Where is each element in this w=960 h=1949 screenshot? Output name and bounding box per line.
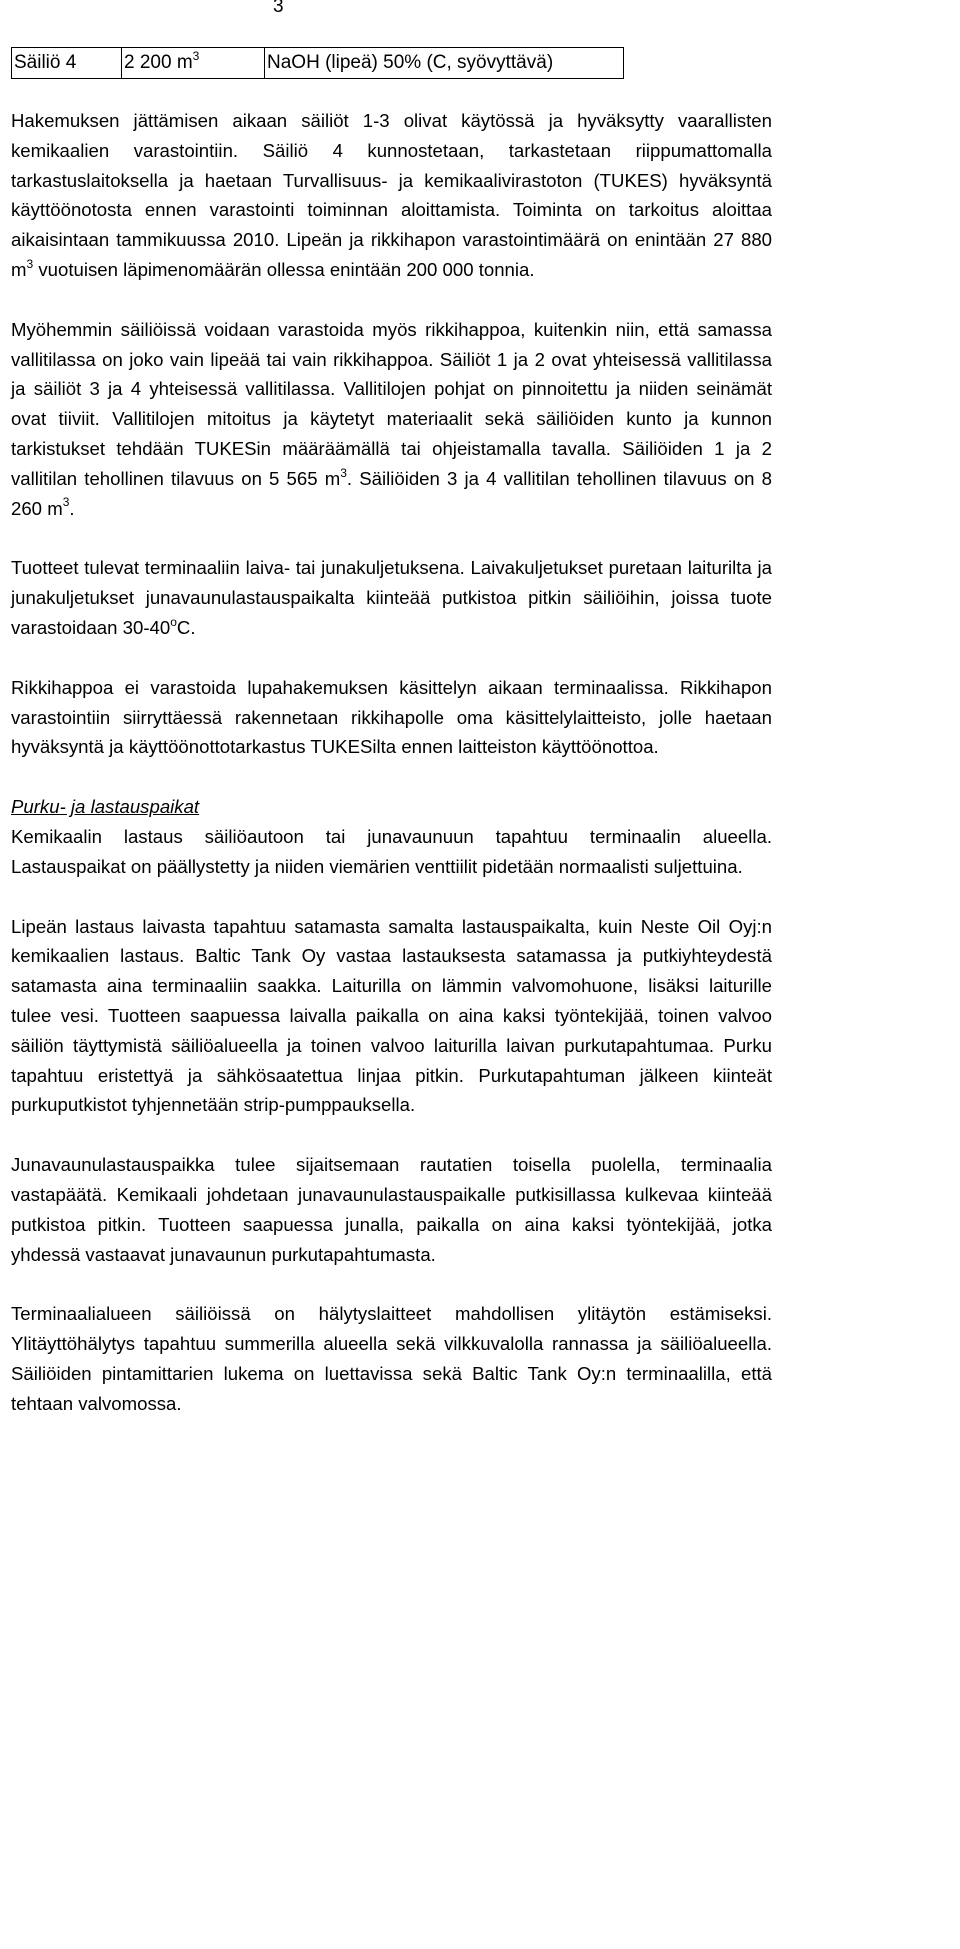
superscript: 3 <box>62 495 70 510</box>
superscript: o <box>170 614 177 629</box>
paragraph-loading: Kemikaalin lastaus säiliöautoon tai junavaunuun tapahtuu terminaalin alueella. Lastauspaikat on päällystetty ja niiden viemärien venttiilit pidetään normaalisti suljettuina. <box>11 825 772 877</box>
paragraph-text: vuotuisen läpimenomäärän ollessa enintään 200 000 tonnia. <box>33 258 535 280</box>
tank-capacity-superscript: 3 <box>192 48 200 63</box>
paragraph-rail-loading: Junavaunulastauspaikka tulee sijaitsemaan rautatien toisella puolella, terminaalia vastapäätä. Kemikaali johdetaan junavaunulastauspaikalle putkisillassa kulkevaa kiinteää putkistoa pitkin. Tuotteen saapuessa junalla, paikalla on aina kaksi työntekijää, jotka yhdessä vastaavat junavaunun purkutapahtumasta. <box>11 1154 772 1265</box>
section-heading-text: Purku- ja lastauspaikat <box>11 796 200 818</box>
paragraph-text: Hakemuksen jättämisen aikaan säiliöt 1-3 olivat käytössä ja hyväksytty vaarallisten kemikaalien varastointiin. Säiliö 4 kunnostetaan, tarkastetaan riippumattomalla tarkastuslaitoksella ja haetaan Turvallisuus- ja kemikaalivirastoton (TUKES) hyväksyntä käyttöönotosta ennen varastointi toiminnan aloittamista. Toiminta on tarkoitus aloittaa aikaisintaan tammikuussa 2010. Lipeän ja rikkihapon varastointimäärä on enintään 27 880 m <box>11 110 772 280</box>
paragraph-transport <box>11 553 772 642</box>
paragraph-sulfuric-acid: Rikkihappoa ei varastoida lupahakemuksen käsittelyn aikaan terminaalissa. Rikkihapon varastointiin siirryttäessä rakennetaan rikkihapolle oma käsittelylaitteisto, jolle haetaan hyväksyntä ja käyttöönottotarkastus TUKESilta ennen laitteiston käyttöönottoa. <box>11 676 772 758</box>
superscript: 3 <box>26 256 34 271</box>
paragraph-alarms: Terminaalialueen säiliöissä on hälytyslaitteet mahdollisen ylitäytön estämiseksi. Ylitäyttöhälytys tapahtuu summerilla alueella sekä vilkkuvalolla rannassa ja säiliöalueella. Säiliöiden pintamittarien lukema on luettavissa sekä Baltic Tank Oy:n terminaalilla, että tehtaan valvomossa. <box>11 1303 772 1414</box>
tank-name-cell: Säiliö 4 <box>12 48 122 79</box>
paragraph-text: Tuotteet tulevat terminaaliin laiva- tai junakuljetuksena. Laivakuljetukset puretaan laiturilta ja junakuljetukset junavaunulastauspaikalta kiinteää putkistoa pitkin säiliöihin, joissa tuote varastoidaan 30-40 <box>11 557 772 638</box>
paragraph-bund-areas <box>11 315 772 524</box>
page-number: 3 <box>273 0 284 17</box>
tank-capacity-cell <box>122 48 265 79</box>
superscript: 3 <box>340 465 347 480</box>
paragraph-text: C. <box>176 616 196 638</box>
body-text <box>11 106 772 1418</box>
paragraph-tank-status <box>11 106 772 285</box>
tank-capacity: 2 200 m <box>124 52 193 73</box>
paragraph-text: . Säiliöiden 3 ja 4 vallitilan tehollinen tilavuus on 8 260 m <box>11 467 772 519</box>
tank-table <box>11 47 624 79</box>
section-heading <box>11 792 772 822</box>
tank-content-cell: NaOH (lipeä) 50% (C, syövyttävä) <box>265 48 624 79</box>
paragraph-text: . <box>69 497 75 519</box>
table-row <box>12 48 624 79</box>
paragraph-text: Myöhemmin säiliöissä voidaan varastoida myös rikkihappoa, kuitenkin niin, että samassa vallitilassa on joko vain lipeää tai vain rikkihappoa. Säiliöt 1 ja 2 ovat yhteisessä vallitilassa ja säiliöt 3 ja 4 yhteisessä vallitilassa. Vallitilojen pohjat on pinnoitettu ja niiden seinämät ovat tiiviit. Vallitilojen mitoitus ja käytetyt materiaalit sekä säiliöiden kunto ja kunnon tarkistukset tehdään TUKESin määräämällä tai ohjeistamalla tavalla. Säiliöiden 1 ja 2 vallitilan tehollinen tilavuus on 5 565 m <box>11 318 772 489</box>
paragraph-ship-loading: Lipeän lastaus laivasta tapahtuu satamasta samalta lastauspaikalta, kuin Neste Oil Oyj:n kemikaalien lastaus. Baltic Tank Oy vastaa lastauksesta satamassa ja putkiyhteydestä satamasta aina terminaaliin saakka. Laiturilla on lämmin valvomohuone, lisäksi laiturille tulee vesi. Tuotteen saapuessa laivalla paikalla on aina kaksi työntekijää, toinen valvoo säiliön täyttymistä säiliöalueella ja toinen valvoo laiturilla laivan purkutapahtumaa. Purku tapahtuu eristettyä ja sähkösaatettua linjaa pitkin. Purkutapahtuman jälkeen kiinteät purkuputkistot tyhjennetään strip-pumppauksella. <box>11 915 772 1116</box>
